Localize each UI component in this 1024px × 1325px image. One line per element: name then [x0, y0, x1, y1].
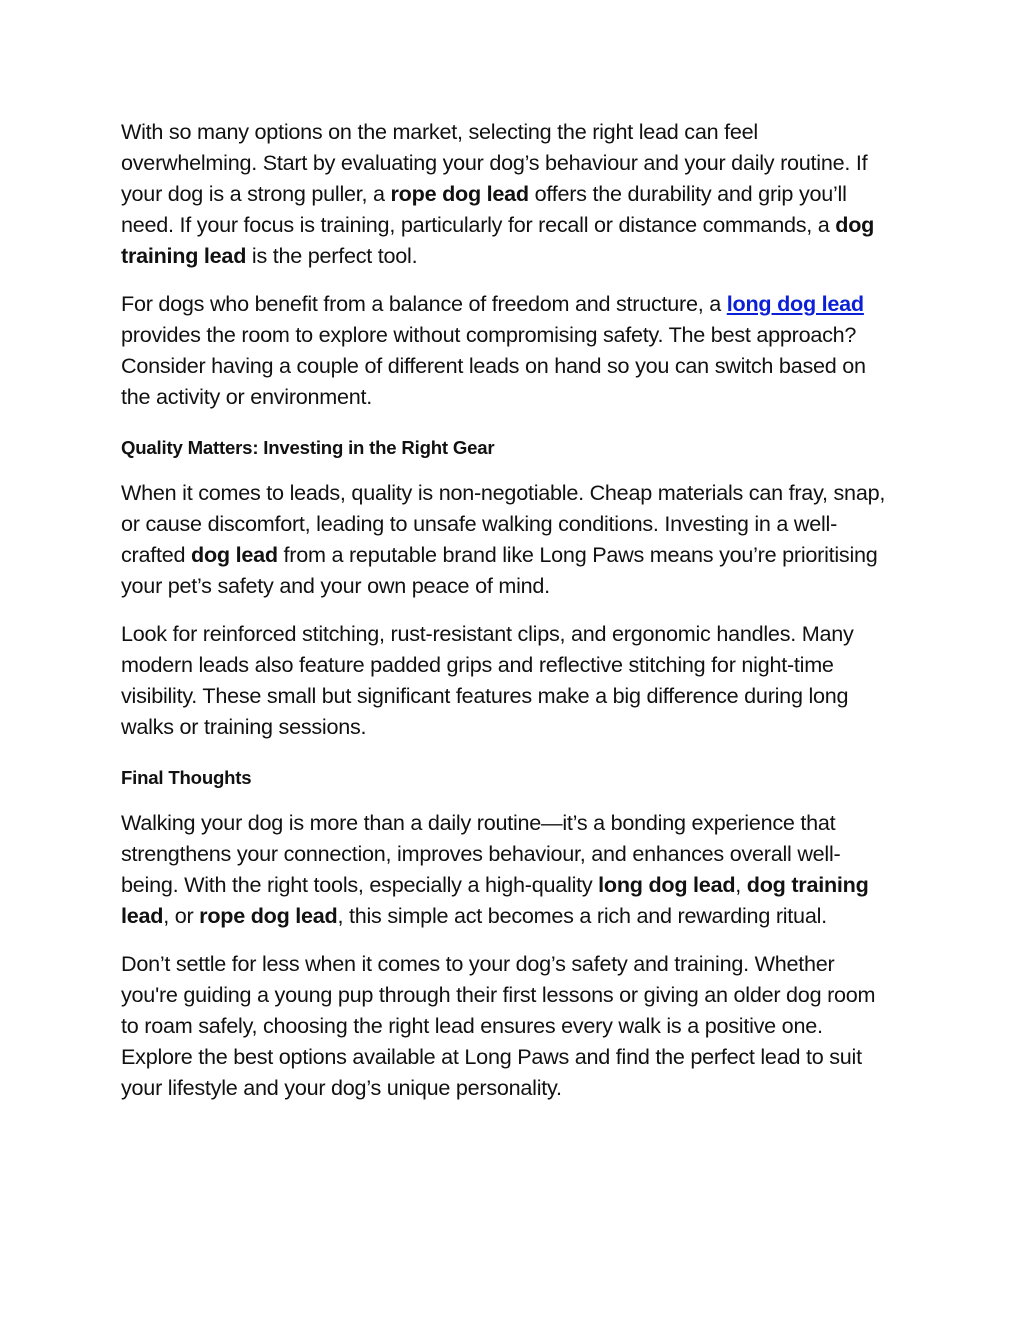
paragraph-text: When it comes to leads, quality is non-negotiable. Cheap materials can fray, snap, or cause discomfort, leading to unsafe walking conditions. Investing in a well-crafted [121, 480, 886, 567]
paragraph-text: , this simple act becomes a rich and rewarding ritual. [337, 903, 827, 928]
long-dog-lead-link[interactable]: long dog lead [726, 291, 864, 316]
bold-term-dog-training-lead: dog training lead [121, 212, 875, 268]
paragraph-text: With so many options on the market, selecting the right lead can feel overwhelming. Start by evaluating your dog’s behaviour and your daily routine. If your dog is a strong puller, a [121, 119, 868, 206]
bold-term-dog-training-lead: dog training lead [121, 872, 869, 928]
bold-term-dog-lead: dog lead [191, 542, 278, 567]
paragraph-text: provides the room to explore without compromising safety. The best approach? Consider having a couple of different leads on hand so you can switch based on the activity or environment. [121, 322, 866, 409]
paragraph-text: , or [163, 903, 200, 928]
paragraph-text: Look for reinforced stitching, rust-resistant clips, and ergonomic handles. Many modern leads also feature padded grips and reflective stitching for night-time visibility. These small but significant features make a big difference during long walks or training sessions. [121, 621, 854, 739]
document-page [121, 116, 893, 1120]
paragraph-features [121, 618, 893, 742]
paragraph-text: offers the durability and grip you’ll need. If your focus is training, particularly for recall or distance commands, a [121, 181, 847, 237]
bold-term-long-dog-lead: long dog lead [598, 872, 736, 897]
paragraph-text: is the perfect tool. [246, 243, 418, 268]
paragraph-quality [121, 477, 893, 601]
heading-quality-matters: Quality Matters: Investing in the Right Gear [121, 437, 495, 458]
paragraph-text: Don’t settle for less when it comes to your dog’s safety and training. Whether you're guiding a young pup through their first lessons or giving an older dog room to roam safely, choosing the right lead ensures every walk is a positive one. Explore the best options available at Long Paws and find the perfect lead to suit your lifestyle and your dog’s unique personality. [121, 951, 876, 1100]
paragraph-choosing-lead [121, 116, 893, 271]
paragraph-closing [121, 948, 893, 1103]
paragraph-text: Walking your dog is more than a daily routine—it’s a bonding experience that strengthens your connection, improves behaviour, and enhances overall well-being. With the right tools, especially a high-quality [121, 810, 841, 897]
paragraph-text: For dogs who benefit from a balance of freedom and structure, a [121, 291, 727, 316]
paragraph-freedom-structure [121, 288, 893, 412]
paragraph-bonding [121, 807, 893, 931]
paragraph-text: from a reputable brand like Long Paws means you’re prioritising your pet’s safety and your own peace of mind. [121, 542, 878, 598]
heading-final-thoughts: Final Thoughts [121, 767, 252, 788]
bold-term-rope-dog-lead: rope dog lead [199, 903, 338, 928]
bold-term-rope-dog-lead: rope dog lead [390, 181, 529, 206]
paragraph-text: , [735, 872, 747, 897]
